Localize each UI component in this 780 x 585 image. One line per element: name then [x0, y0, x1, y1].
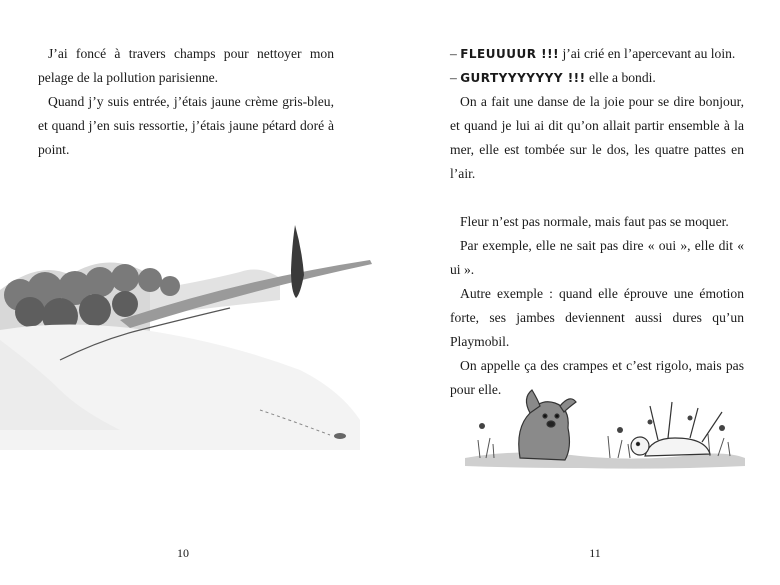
- paragraph: Fleur n’est pas normale, mais faut pas se moquer.: [460, 214, 729, 229]
- shout-text: FLEUUUUR !!!: [460, 47, 560, 61]
- dialogue-line: – FLEUUUUR !!! j’ai crié en l’apercevant au loin.: [450, 46, 736, 61]
- right-page-text: [450, 42, 744, 402]
- paragraph: Par exemple, elle ne sait pas dire « oui », elle dit « ui ».: [450, 238, 744, 277]
- countryside-illustration: [0, 220, 380, 450]
- paragraph: On a fait une danse de la joie pour se dire bonjour, et quand je lui ai dit qu’on allait partir ensemble à la mer, elle est tombée sur le dos, les quatre pattes en l’air.: [450, 94, 744, 181]
- sitting-dog: [519, 390, 576, 460]
- paragraph-gap: [450, 186, 744, 210]
- page-number: 10: [177, 546, 189, 560]
- paragraph: Autre exemple : quand elle éprouve une émotion forte, ses jambes deviennent aussi dures qu’un Playmobil.: [450, 286, 744, 349]
- shout-text: GURTYYYYYYY !!!: [460, 71, 586, 85]
- dog-on-back: [631, 402, 722, 456]
- paragraph: J’ai foncé à travers champs pour nettoyer mon pelage de la pollution parisienne.: [38, 46, 334, 85]
- left-page-text: [38, 42, 334, 162]
- paragraph: On appelle ça des crampes et c’est rigolo, mais pas pour elle.: [450, 358, 744, 397]
- dialogue-line: – GURTYYYYYYY !!! elle a bondi.: [450, 70, 656, 85]
- dogs-in-grass-illustration: [460, 378, 750, 478]
- page-number: 11: [589, 546, 601, 560]
- paragraph: Quand j’y suis entrée, j’étais jaune crème gris-bleu, et quand j’en suis ressortie, j’étais jaune pétard doré à point.: [38, 94, 334, 157]
- right-page: [390, 0, 780, 585]
